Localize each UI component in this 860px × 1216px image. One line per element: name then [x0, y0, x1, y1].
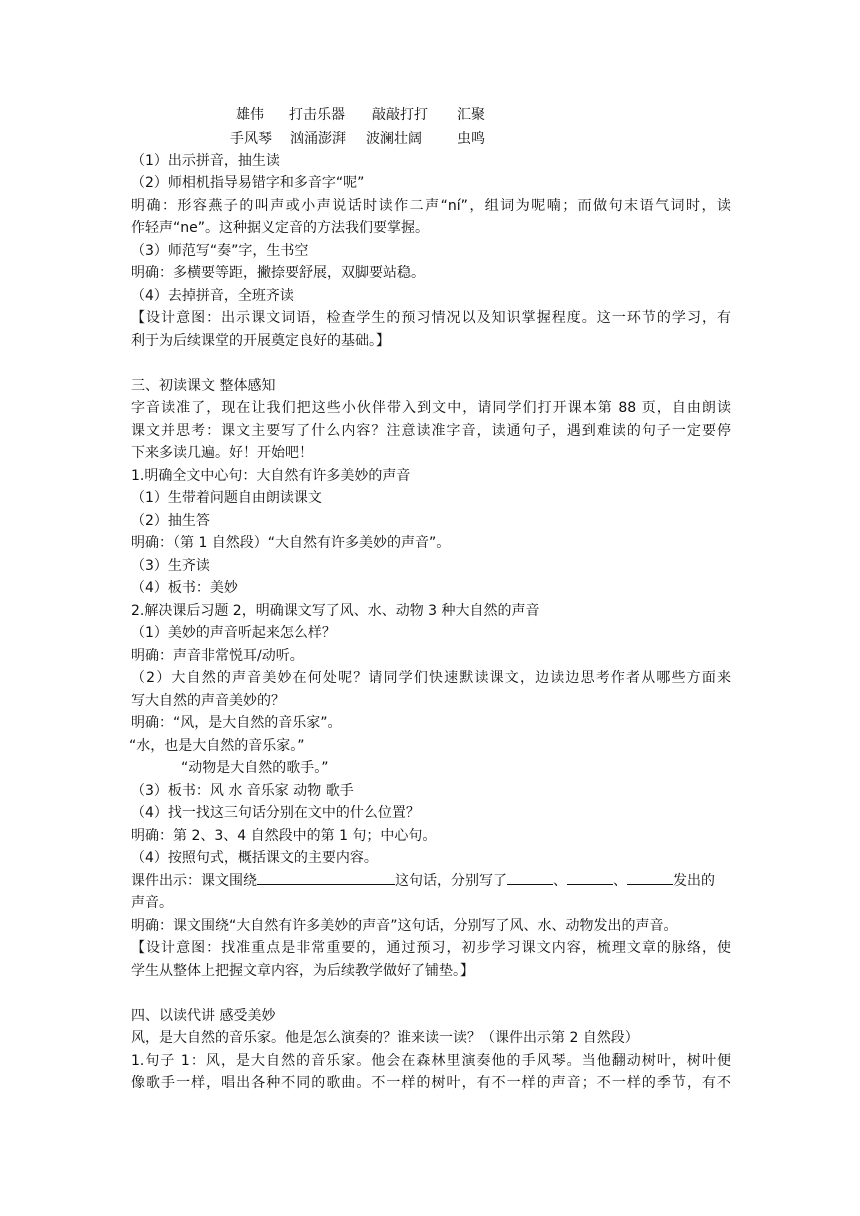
vocab-word: 虫鸣: [457, 131, 485, 147]
paragraph-line: （1）出示拼音，抽生读: [131, 153, 280, 169]
vocab-word: 打击乐器: [289, 107, 345, 123]
paragraph-line: 1.明确全文中心句：大自然有许多美妙的声音: [131, 468, 411, 484]
design-intent-line: 【设计意图：找准重点是非常重要的，通过预习，初步学习课文内容，梳理文章的脉络，使: [131, 940, 731, 956]
paragraph-line: 2.解决课后习题 2，明确课文写了风、水、动物 3 种大自然的声音: [131, 603, 540, 619]
vocab-word: 敲敲打打: [372, 107, 428, 123]
paragraph-line: “动物是大自然的歌手。”: [181, 760, 329, 776]
paragraph-line: （3）师范写“奏”字，生书空: [131, 243, 309, 259]
paragraph-line: （4）找一找这三句话分别在文中的什么位置？: [131, 805, 420, 821]
paragraph-line: 作轻声“ne”。这种据义定音的方法我们要掌握。: [131, 220, 429, 236]
vocab-word: 波澜壮阔: [366, 131, 422, 147]
blank-middle: 这句话，分别写了: [395, 873, 507, 889]
vocab-word: 雄伟: [236, 107, 264, 123]
paragraph-line: （2）师相机指导易错字和多音字“呢”: [131, 175, 365, 191]
paragraph-line: 风，是大自然的音乐家。他是怎么演奏的？谁来读一读？（课件出示第 2 自然段）: [131, 1030, 639, 1046]
blank-underline: [507, 870, 553, 885]
paragraph-line: 明确：形容燕子的叫声或小声说话时读作二声“ní”，组词为呢喃；而做句末语气词时，读: [131, 198, 731, 214]
paragraph-line: （1）美妙的声音听起来怎么样？: [131, 625, 336, 641]
design-intent-line: 利于为后续课堂的开展奠定良好的基础。】: [131, 333, 390, 349]
vocab-word: 汹涌澎湃: [290, 131, 346, 147]
paragraph-line: 明确：“风，是大自然的音乐家”。: [131, 715, 342, 731]
paragraph-line: （3）生齐读: [131, 558, 210, 574]
paragraph-line: 像歌手一样，唱出各种不同的歌曲。不一样的树叶，有不一样的声音；不一样的季节，有不: [131, 1075, 731, 1091]
blank-suffix: 发出的: [673, 873, 715, 889]
paragraph-line: 明确：第 2、3、4 自然段中的第 1 句；中心句。: [131, 828, 437, 844]
vocab-word: 汇聚: [457, 107, 485, 123]
blank-underline: [257, 870, 395, 885]
paragraph-line: 明确：多横要等距，撇捺要舒展，双脚要站稳。: [131, 265, 425, 281]
paragraph-line: 1.句子 1：风，是大自然的音乐家。他会在森林里演奏他的手风琴。当他翻动树叶，树叶便: [131, 1053, 731, 1069]
paragraph-line: （4）按照句式，概括课文的主要内容。: [131, 850, 378, 866]
design-intent-line: 学生从整体上把握文章内容，为后续教学做好了铺垫。】: [131, 963, 474, 979]
paragraph-line: 课文并思考：课文主要写了什么内容？注意读准字音，读通句子，遇到难读的句子一定要停: [131, 423, 731, 439]
blank-underline: [567, 870, 613, 885]
section-heading: 三、初读课文 整体感知: [131, 378, 276, 394]
paragraph-line: 明确：课文围绕“大自然有许多美妙的声音”这句话，分别写了风、水、动物发出的声音。: [131, 918, 678, 934]
paragraph-line: （2）抽生答: [131, 513, 210, 529]
paragraph-line: “水，也是大自然的音乐家。”: [129, 738, 305, 754]
vocab-word: 手风琴: [230, 131, 272, 147]
fill-in-blank-line: [131, 870, 731, 892]
paragraph-line: （3）板书：风 水 音乐家 动物 歌手: [131, 783, 354, 799]
paragraph-line: 下来多读几遍。好！开始吧！: [131, 445, 313, 461]
paragraph-line: 字音读准了，现在让我们把这些小伙伴带入到文中，请同学们打开课本第 88 页，自由朗读: [131, 400, 731, 416]
paragraph-line: 写大自然的声音美妙的？: [131, 693, 285, 709]
paragraph-line: （4）去掉拼音，全班齐读: [131, 288, 294, 304]
blank-prefix: 课件出示：课文围绕: [131, 873, 257, 889]
design-intent-line: 【设计意图：出示课文词语，检查学生的预习情况以及知识掌握程度。这一环节的学习，有: [131, 310, 731, 326]
blank-underline: [627, 870, 673, 885]
paragraph-line: （4）板书：美妙: [131, 580, 238, 596]
section-heading: 四、以读代讲 感受美妙: [131, 1008, 276, 1024]
paragraph-line: （2）大自然的声音美妙在何处呢？请同学们快速默读课文，边读边思考作者从哪些方面来: [131, 670, 731, 686]
paragraph-line: 明确：（第 1 自然段）“大自然有许多美妙的声音”。: [131, 535, 451, 551]
paragraph-line: （1）生带着问题自由朗读课文: [131, 490, 322, 506]
paragraph-line: 明确：声音非常悦耳/动听。: [131, 648, 304, 664]
paragraph-line: 声音。: [131, 895, 173, 911]
blank-sep: 、: [613, 873, 627, 889]
blank-sep: 、: [553, 873, 567, 889]
